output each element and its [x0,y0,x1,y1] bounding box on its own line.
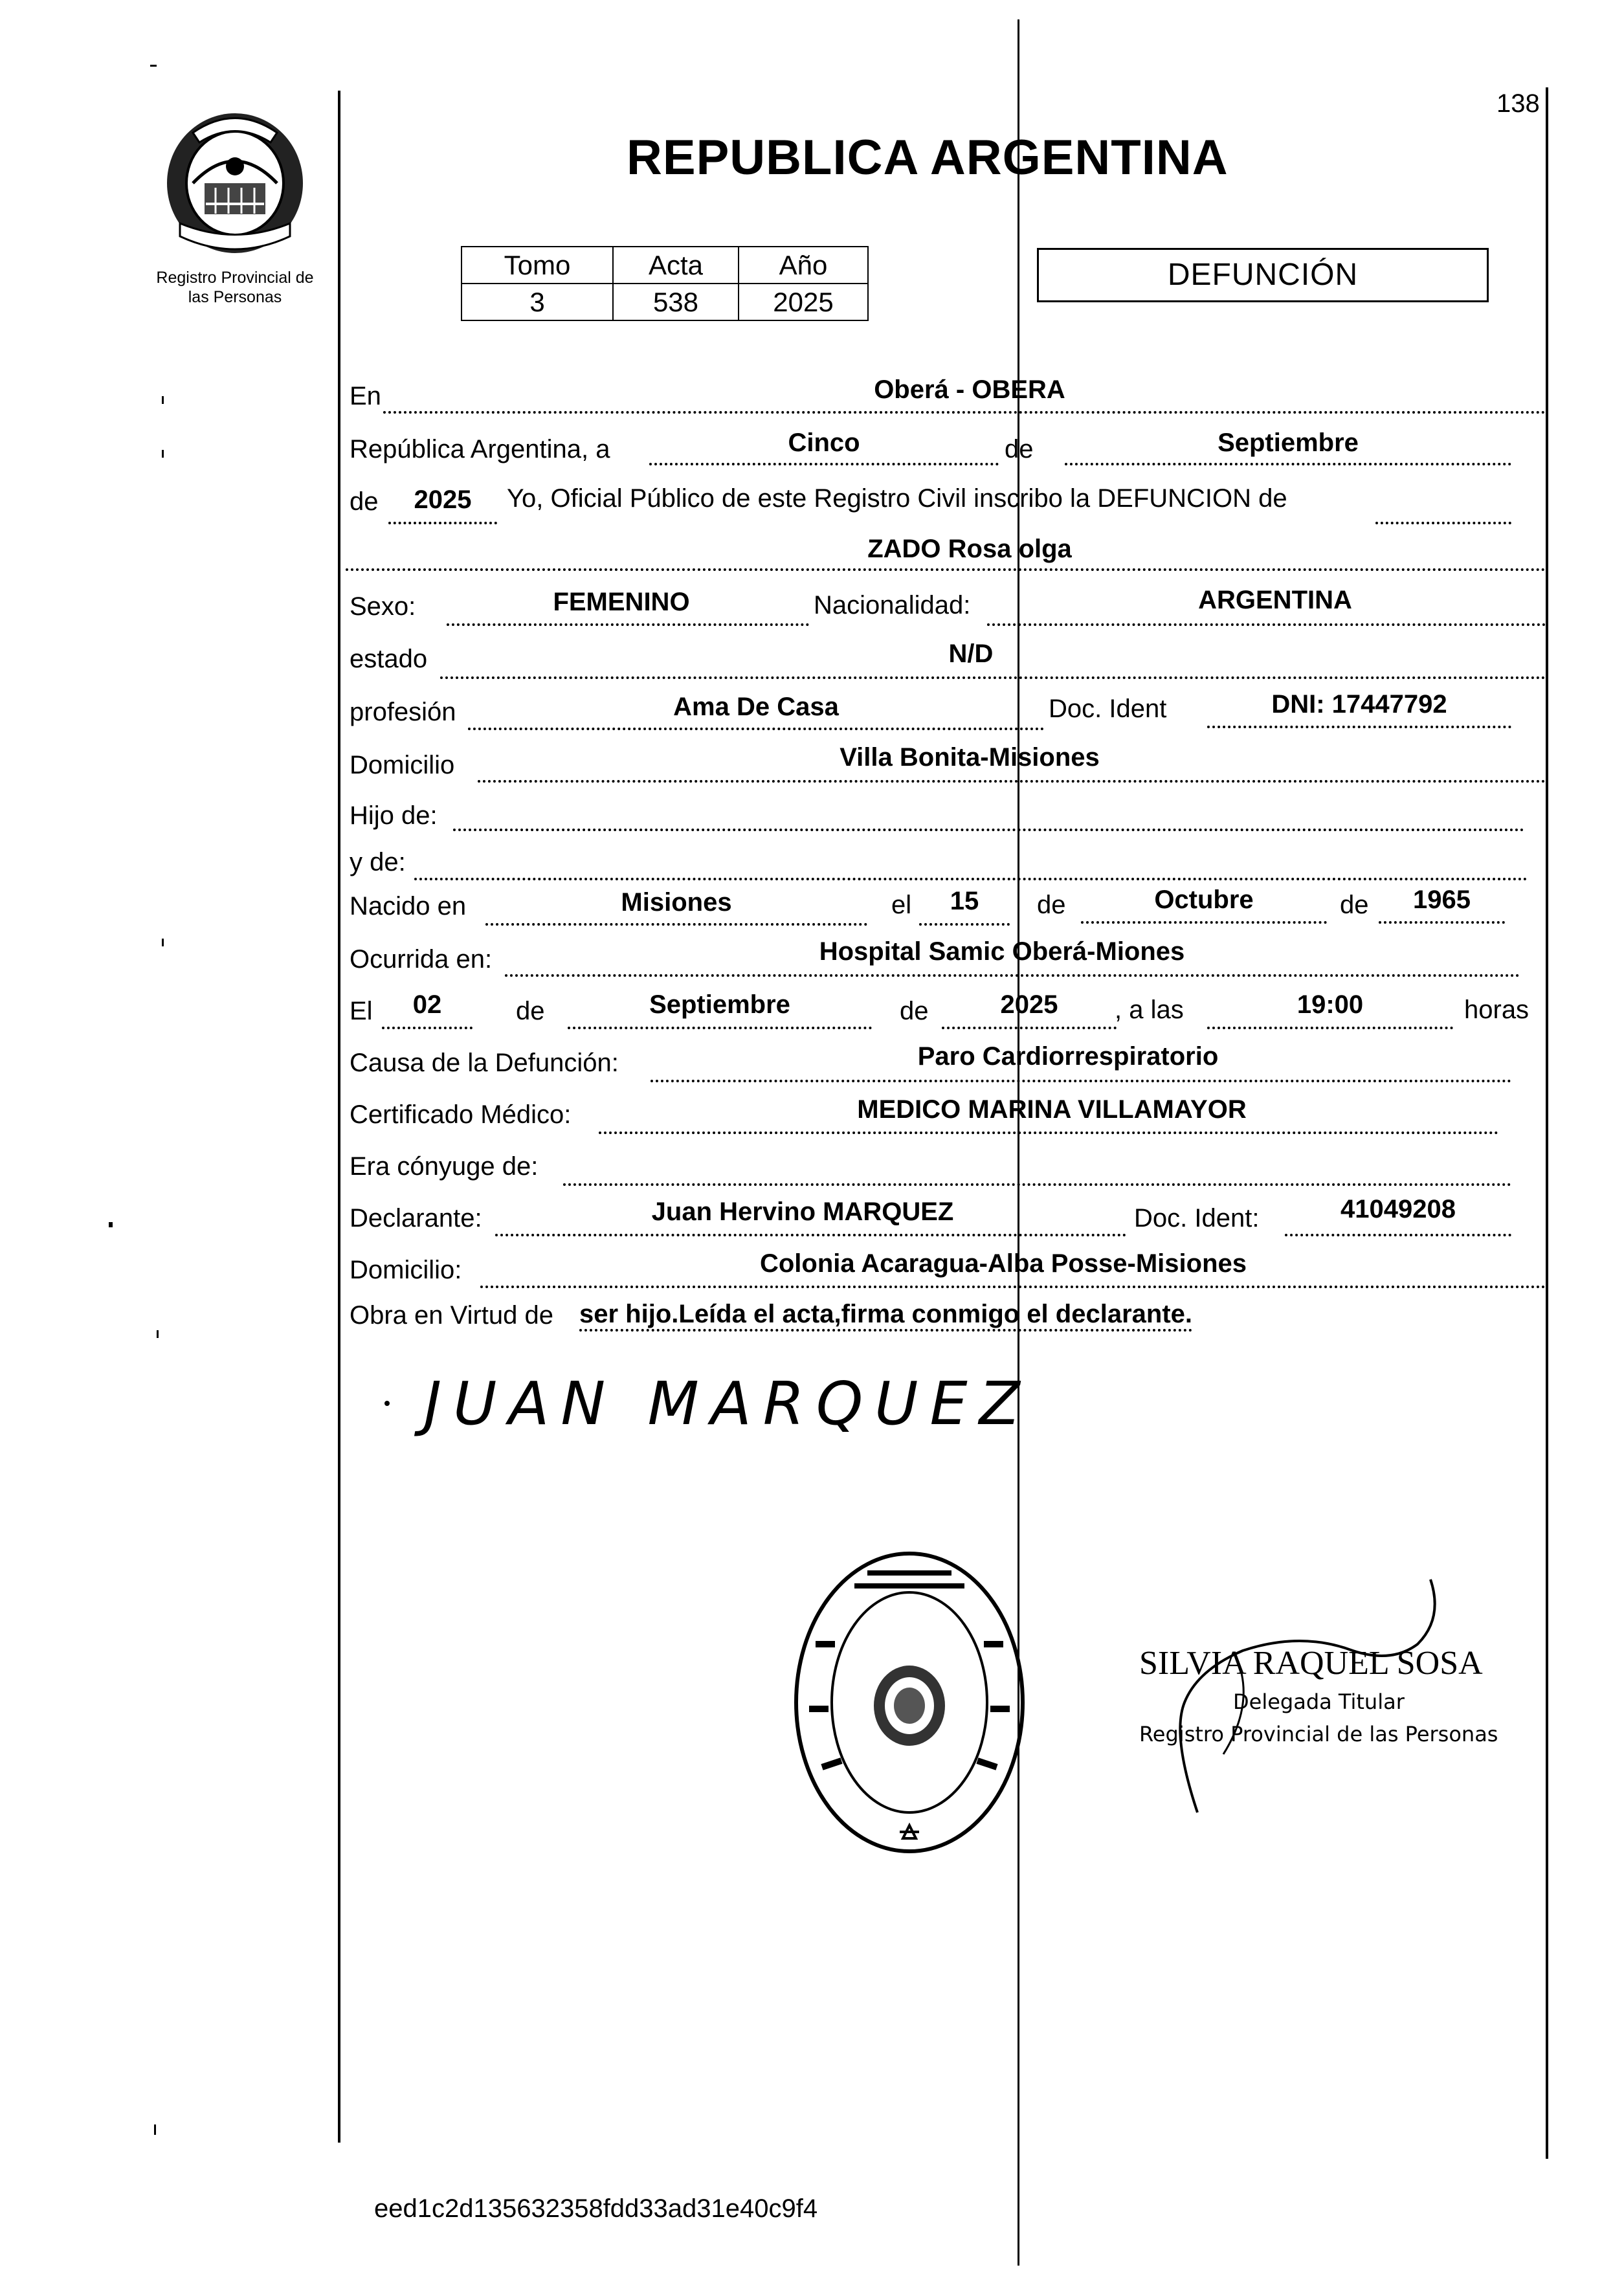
record-header-acta: Acta [613,247,739,284]
birth-year-value: 1965 [1413,886,1471,914]
record-header-ano: Año [739,247,868,284]
scan-mark [154,2124,156,2135]
de3-label: de [1340,891,1369,919]
birth-month-value: Octubre [1154,886,1254,914]
dot-mark [382,1398,395,1411]
conyuge-fill-line [563,1146,1511,1186]
logo-caption: Registro Provincial de las Personas [156,269,314,306]
ocurrida-value: Hospital Samic Oberá-Miones [819,937,1185,966]
doc-ident-2-value: 41049208 [1340,1195,1456,1223]
ocurrida-label: Ocurrida en: [350,945,493,974]
y-de-fill-line [414,840,1528,880]
hijo-label: Hijo de: [350,801,438,830]
document-hash: eed1c2d135632358fdd33ad31e40c9f4 [374,2194,818,2223]
nacido-label: Nacido en [350,892,467,920]
causa-value: Paro Cardiorrespiratorio [917,1042,1219,1071]
domicilio-value: Villa Bonita-Misiones [840,743,1100,772]
death-year-value: 2025 [1000,990,1058,1019]
scan-mark [157,1330,159,1338]
horas-label: horas [1464,996,1529,1024]
official-registry: Registro Provincial de las Personas [1139,1722,1498,1746]
year-prefix-label: de [350,487,379,516]
declarant-signature-text: JUAN MARQUEZ [424,1369,1032,1438]
doc-ident-label: Doc. Ident [1049,695,1167,723]
day-value: Cinco [788,429,860,457]
domicilio-label: Domicilio [350,751,455,779]
left-margin-line [338,91,340,2143]
nacido-value: Misiones [621,888,732,917]
record-value-acta: 538 [613,284,739,320]
el-label: el [891,891,912,919]
record-type-box: DEFUNCIÓN [1037,248,1489,302]
el2-label: El [350,997,373,1025]
province-logo [154,107,316,256]
official-title: Delegada Titular [1233,1689,1405,1714]
a-las-label: , a las [1115,996,1184,1024]
doc-ident-2-label: Doc. Ident: [1134,1204,1260,1232]
death-day-value: 02 [412,990,442,1019]
hijo-fill-line [453,791,1524,831]
scan-mark [162,396,164,404]
death-time-value: 19:00 [1296,990,1364,1019]
de-label: de [1005,435,1034,463]
record-table-header-row [462,247,868,284]
record-value-tomo: 3 [462,284,613,320]
domicilio-2-value: Colonia Acaragua-Alba Posse-Misiones [759,1249,1247,1278]
declarante-value: Juan Hervino MARQUEZ [651,1198,954,1226]
de2-label: de [1037,891,1066,919]
republica-label: República Argentina, a [350,435,610,463]
death-month-value: Septiembre [649,990,790,1019]
record-header-tomo: Tomo [462,247,613,284]
registry-stamp [790,1547,1029,1858]
estado-value: N/D [948,640,994,668]
obra-label: Obra en Virtud de [350,1301,554,1330]
doc-ident-value: DNI: 17447792 [1271,690,1447,719]
sexo-value: FEMENINO [553,588,690,616]
record-table-value-row [462,284,868,320]
en-label: En [350,382,381,410]
registry-stamp-icon [790,1547,1029,1858]
scan-mark [109,1222,113,1227]
month-value: Septiembre [1218,429,1359,457]
declarante-label: Declarante: [350,1204,482,1232]
right-margin-line [1546,87,1548,2159]
certificado-value: MEDICO MARINA VILLAMAYOR [857,1095,1247,1124]
scan-mark [162,939,164,946]
de4-label: de [516,997,545,1025]
birth-day-value: 15 [950,887,979,915]
province-seal-icon [154,107,316,256]
official-fill-line [1375,484,1511,524]
certificado-label: Certificado Médico: [350,1100,572,1129]
sexo-label: Sexo: [350,592,416,621]
page-title: REPUBLICA ARGENTINA [627,130,1229,185]
fold-line [1018,19,1019,2266]
nacionalidad-value: ARGENTINA [1198,586,1352,614]
record-value-ano: 2025 [739,284,868,320]
deceased-name: ZADO Rosa olga [867,535,1072,563]
place-of-record: Oberá - OBERA [874,375,1065,404]
record-table [461,246,869,321]
official-text: Yo, Oficial Público de este Registro Civil inscribo la DEFUNCION de [507,484,1287,513]
official-name: SILVIA RAQUEL SOSA [1139,1645,1483,1682]
domicilio-2-label: Domicilio: [350,1256,462,1284]
scan-mark [150,65,157,67]
conyuge-label: Era cónyuge de: [350,1152,539,1181]
obra-value: ser hijo.Leída el acta,firma conmigo el declarante. [579,1300,1192,1332]
nacionalidad-label: Nacionalidad: [814,591,971,619]
estado-label: estado [350,645,428,673]
profesion-value: Ama De Casa [673,693,839,721]
de5-label: de [900,997,929,1025]
page-number: 138 [1496,89,1540,118]
y-de-label: y de: [350,848,406,876]
scan-mark [162,450,164,458]
profesion-label: profesión [350,698,456,726]
year-value: 2025 [414,485,472,514]
causa-label: Causa de la Defunción: [350,1049,619,1077]
